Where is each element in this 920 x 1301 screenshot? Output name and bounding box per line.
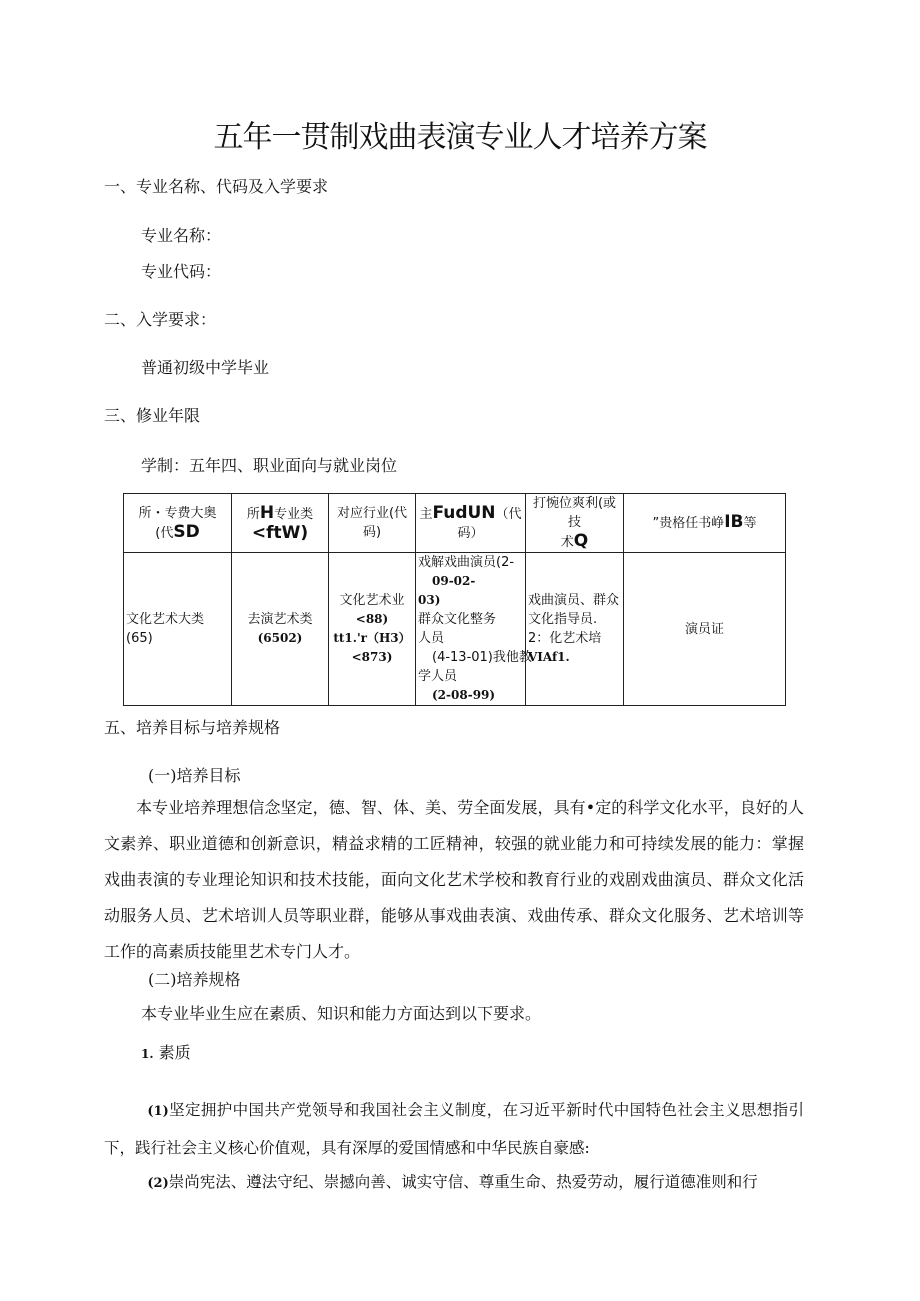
cell-line: <88) [355, 612, 389, 626]
career-table [123, 493, 786, 706]
header-cell [232, 494, 329, 553]
cell-line: 群众文化整务 [418, 612, 497, 627]
table-cell [416, 553, 532, 706]
point-number: (2) [147, 1176, 169, 1191]
section-heading-5: 五、培养目标与培养规格 [104, 718, 281, 737]
section-heading-2: 二、入学要求： [104, 310, 217, 329]
table-cell [232, 553, 329, 706]
table-row [124, 553, 786, 706]
cell-line: (4-13-01)我他教 [432, 650, 532, 665]
subheading-training-goal: (一)培养目标 [148, 766, 241, 785]
item-heading-quality [141, 1043, 191, 1064]
item-label: 素质 [158, 1043, 191, 1062]
cell-line: <873) [351, 650, 393, 664]
cell-line: (2-08-99) [432, 688, 496, 702]
header-text: 所・专费大奥 [138, 505, 217, 521]
header-text: (代 [155, 525, 174, 541]
cell-line: 戏曲演员、群众 [528, 593, 620, 608]
quality-point-2 [104, 1164, 804, 1200]
header-text: 打惋位爽利(或技 [532, 496, 617, 530]
subheading-training-spec: (二)培养规格 [148, 970, 241, 989]
duration-text: 学制：五年四、职业面向与就业岗位 [141, 456, 398, 475]
cell-line: 学人员 [418, 669, 458, 684]
entry-requirement: 普通初级中学毕业 [141, 358, 270, 377]
item-number: 1. [141, 1047, 154, 1061]
cell-line: 戏解戏曲演员(2- [418, 555, 515, 570]
training-goal-paragraph: 本专业培养理想信念坚定，德、智、体、美、劳全面发展，具有•定的科学文化水平，良好的人文素养、职业道德和创新意识，精益求精的工匠精神，较强的就业能力和可持续发展的能力：掌握戏曲表演的专业理论知识和技术技能，面向文化艺术学校和教育行业的戏剧戏曲演员、群众文化活动服务人员、艺术培训人员等职业群，能够从事戏曲表演、戏曲传承、群众文化服务、艺术培训等工作的高素质技能里艺术专门人才。 [104, 798, 804, 961]
cell-line: 03) [418, 593, 441, 607]
spec-intro: 本专业毕业生应在素质、知识和能力方面达到以下要求。 [141, 1004, 542, 1023]
header-cell [624, 494, 786, 553]
header-text: ”贵格任书峥 [652, 516, 725, 531]
header-text: 术 [560, 535, 574, 550]
section-heading-1: 一、专业名称、代码及入学要求 [104, 177, 329, 196]
table-cell [526, 553, 624, 706]
header-text: 主 [419, 506, 433, 522]
table-header-row [124, 494, 786, 553]
point-text: 坚定拥护中国共产党领导和我国社会主义制度，在习近平新时代中国特色社会主义思想指引下，践行社会主义核心价值观，具有深厚的爱国情感和中华民族自豪感: [104, 1101, 804, 1157]
header-text: Q [573, 531, 589, 551]
major-name-label: 专业名称： [141, 226, 222, 245]
point-text: 崇尚宪法、遵法守纪、崇撼向善、诚实守信、尊重生命、热爱劳动，履行道德准则和行 [168, 1173, 758, 1191]
header-text: （代 [495, 506, 522, 522]
header-text: 对应行业(代 [336, 506, 408, 521]
header-text: SD [173, 521, 200, 542]
header-text: <ftW) [251, 522, 309, 543]
cell-line: 文化指导员. [528, 612, 598, 627]
header-text: FudUN [432, 502, 496, 523]
table-cell [329, 553, 416, 706]
header-cell [526, 494, 624, 553]
header-text: IB [724, 512, 744, 532]
table-cell: 演员证 [624, 553, 786, 706]
header-text: 等 [743, 516, 757, 531]
cell-line: VIAf1. [528, 650, 570, 664]
header-text: H [259, 502, 275, 523]
header-text: 码） [457, 525, 484, 541]
major-code-label: 专业代码： [141, 262, 222, 281]
quality-point-1 [104, 1092, 804, 1166]
header-text: 专业类 [274, 506, 314, 522]
point-number: (1) [147, 1104, 169, 1119]
table-cell: 文化艺术大类(65) [124, 553, 232, 706]
cell-line: 去演艺术类 [247, 612, 313, 627]
cell-line: 09-02- [432, 574, 476, 588]
header-cell [329, 494, 416, 553]
cell-line: (6502) [257, 631, 303, 645]
cell-line: 文化艺术业 [339, 593, 405, 608]
page-title: 五年一贯制戏曲表演专业人才培养方案 [213, 120, 707, 155]
header-cell [416, 494, 526, 553]
cell-line: 人员 [418, 631, 445, 646]
header-text: 所 [246, 506, 260, 522]
cell-line: 2：化艺术培 [528, 631, 602, 646]
header-text: 码) [362, 525, 382, 540]
header-cell [124, 494, 232, 553]
section-heading-3: 三、修业年限 [104, 406, 201, 425]
cell-line: tt1.'r（H3） [333, 631, 411, 645]
